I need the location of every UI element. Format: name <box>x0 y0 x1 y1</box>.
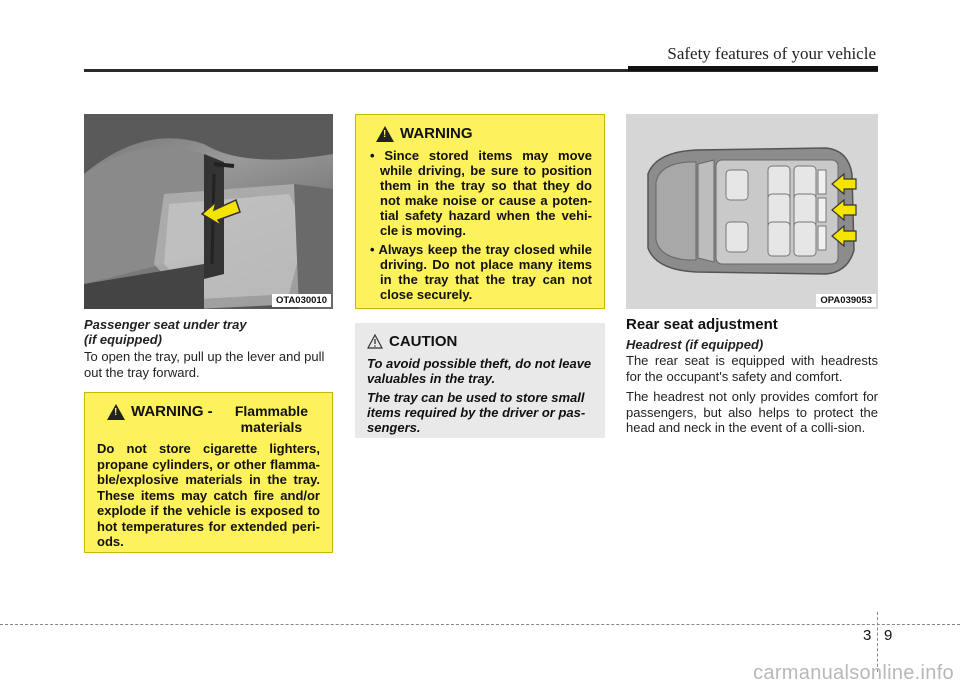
tray-caption <box>84 317 334 347</box>
headrest-paragraph: The headrest not only provides comfort for passengers, but also helps to protect the head and neck in the event of a colli-sion. <box>626 389 878 435</box>
caution-triangle-icon <box>367 334 383 349</box>
caution-line: The tray can be used to store small items required by the driver or pas-sengers. <box>367 390 586 435</box>
tray-warning-title: WARNING <box>400 125 473 142</box>
list-item: • Since stored items may move while driving, be sure to position them in the tray so that they do not make noise or cause a poten-tial safety hazard when the vehi-cle is moving. <box>368 148 592 238</box>
headrest-paragraph: The rear seat is equipped with headrests for the occupant's safety and comfort. <box>626 353 878 384</box>
tray-caption-line1: Passenger seat under tray <box>84 317 247 332</box>
tray-photo <box>84 114 333 309</box>
photo-code-label: OTA030010 <box>272 294 331 307</box>
chapter-number: 3 <box>863 627 872 644</box>
tray-warning-box <box>355 114 605 309</box>
car-photo <box>626 114 878 309</box>
footer-rule <box>0 624 960 625</box>
photo-code-label: OPA039053 <box>816 294 876 307</box>
car-top-view-illustration <box>626 114 878 309</box>
header-rule-accent <box>628 66 878 71</box>
tray-warning-heading <box>368 125 592 142</box>
watermark: carmanualsonline.info <box>753 662 954 684</box>
caution-heading <box>367 333 593 350</box>
tray-warning-list <box>368 148 592 302</box>
tray-body-text: To open the tray, pull up the lever and pull out the tray forward. <box>84 349 325 380</box>
flammable-warning-text: Do not store cigarette lighters, propane cylinders, or other flamma-ble/explosive materials in the tray. These items may catch fire and/or explode if the vehicle is exposed to hot temperatures for extended peri-ods. <box>97 441 320 549</box>
section-title: Rear seat adjustment <box>626 316 778 333</box>
warning-triangle-icon <box>376 126 394 142</box>
headrest-subtitle: Headrest (if equipped) <box>626 337 764 352</box>
list-item: • Always keep the tray closed while driving. Do not place many items in the tray that the tray can not close securely. <box>368 242 592 302</box>
tray-caption-line2: (if equipped) <box>84 332 162 347</box>
flammable-warning-subtitle: Flammable materials <box>234 403 308 435</box>
flammable-warning-title: WARNING - <box>131 403 217 420</box>
warning-triangle-icon <box>107 404 125 420</box>
page-header-title: Safety features of your vehicle <box>667 44 876 63</box>
flammable-warning-box <box>84 392 333 553</box>
page-number: 9 <box>884 627 893 644</box>
caution-title: CAUTION <box>389 333 458 350</box>
flammable-warning-heading <box>97 403 320 435</box>
caution-box <box>355 323 605 438</box>
caution-line: To avoid possible theft, do not leave valuables in the tray. <box>367 356 592 386</box>
tray-illustration <box>84 114 333 309</box>
